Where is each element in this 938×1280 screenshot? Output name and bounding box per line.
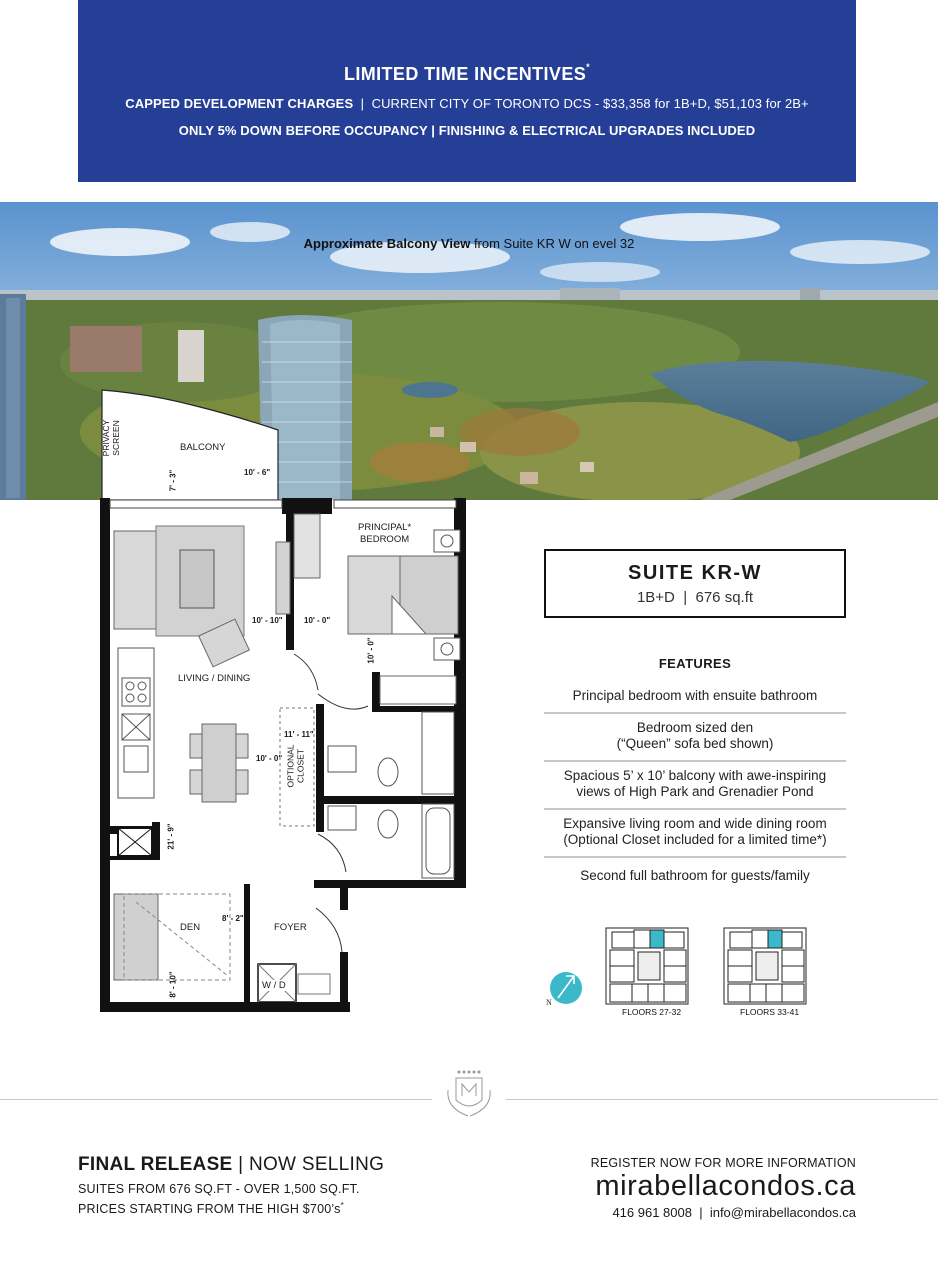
dim-living-width: 10' - 0" — [256, 754, 283, 763]
dim-bed-depth: 10' - 0" — [366, 637, 376, 664]
footer-divider-right — [506, 1099, 938, 1100]
banner-line-charges: CAPPED DEVELOPMENT CHARGES | CURRENT CITY OF TORONTO DCS - $33,358 for 1B+D, $51,103 for 2B+ — [125, 96, 809, 111]
label-balcony: BALCONY — [180, 442, 226, 453]
suite-name: SUITE KR-W — [628, 562, 762, 584]
floors-label-b: FLOORS 33-41 — [740, 1007, 800, 1017]
website-link[interactable]: mirabellacondos.ca — [595, 1170, 856, 1202]
dim-bed-left: 10' - 10" — [252, 616, 283, 625]
features-list — [544, 682, 846, 892]
features-title: FEATURES — [658, 656, 732, 671]
key-plan-drawing — [544, 918, 846, 1022]
feature-item: Bedroom sized den (“Queen” sofa bed shown) — [544, 714, 846, 762]
dim-bed-right: 10' - 0" — [304, 616, 331, 625]
key-plans — [544, 918, 846, 1022]
dim-balcony-width: 10' - 6" — [244, 468, 271, 477]
email-link[interactable]: info@mirabellacondos.ca — [709, 1205, 856, 1220]
final-release-heading: FINAL RELEASE | NOW SELLING — [78, 1154, 385, 1175]
dim-closet: 11' - 11" — [284, 730, 314, 739]
feature-item: Principal bedroom with ensuite bathroom — [544, 682, 846, 714]
banner-charges-detail: CURRENT CITY OF TORONTO DCS - $33,358 for 1B+D, $51,103 for 2B+ — [371, 96, 809, 111]
label-den: DEN — [180, 922, 201, 933]
price-range: PRICES STARTING FROM THE HIGH $700’s* — [78, 1201, 344, 1217]
banner-line-down-payment: ONLY 5% DOWN BEFORE OCCUPANCY | FINISHING & ELECTRICAL UPGRADES INCLUDED — [178, 123, 756, 138]
dim-den-width: 8' - 2" — [222, 914, 244, 923]
feature-item: Expansive living room and wide dining room (Optional Closet included for a limited time*) — [544, 810, 846, 858]
dim-living-depth: 21' - 9" — [166, 823, 176, 850]
feature-item: Spacious 5’ x 10’ balcony with awe-inspiring views of High Park and Grenadier Pond — [544, 762, 846, 810]
label-living-dining: LIVING / DINING — [178, 673, 251, 684]
banner-charges-bold: CAPPED DEVELOPMENT CHARGES — [125, 96, 354, 111]
contact-info: 416 961 8008 | info@mirabellacondos.ca — [612, 1205, 856, 1220]
floors-label-a: FLOORS 27-32 — [622, 1007, 682, 1017]
feature-item: Second full bathroom for guests/family — [580, 868, 810, 883]
label-privacy-screen: PRIVACY SCREEN — [101, 419, 121, 457]
label-principal-bedroom: PRINCIPAL* BEDROOM — [358, 522, 412, 545]
incentives-banner — [78, 0, 856, 182]
label-washer-dryer: W / D — [262, 980, 286, 991]
banner-title: LIMITED TIME INCENTIVES* — [343, 62, 591, 84]
suite-size-range: SUITES FROM 676 SQ.FT - OVER 1,500 SQ.FT. — [78, 1182, 360, 1196]
mirabella-crest-logo — [442, 1064, 496, 1122]
phone-number[interactable]: 416 961 8008 — [612, 1205, 692, 1220]
dim-balcony-depth: 7' - 3" — [168, 469, 178, 492]
photo-caption: Approximate Balcony View from Suite KR W on evel 32 — [303, 236, 635, 251]
dim-den-depth: 8' - 10" — [168, 971, 178, 998]
suite-title-box — [544, 549, 846, 618]
footer-divider-left — [0, 1099, 432, 1100]
label-optional-closet: OPTIONAL CLOSET — [285, 744, 306, 788]
north-label: N — [546, 998, 552, 1007]
label-foyer: FOYER — [274, 922, 307, 933]
suite-type-size: 1B+D | 676 sq.ft — [636, 589, 754, 606]
suite-floor-plan — [96, 386, 476, 1018]
register-prompt: REGISTER NOW FOR MORE INFORMATION — [590, 1156, 856, 1170]
